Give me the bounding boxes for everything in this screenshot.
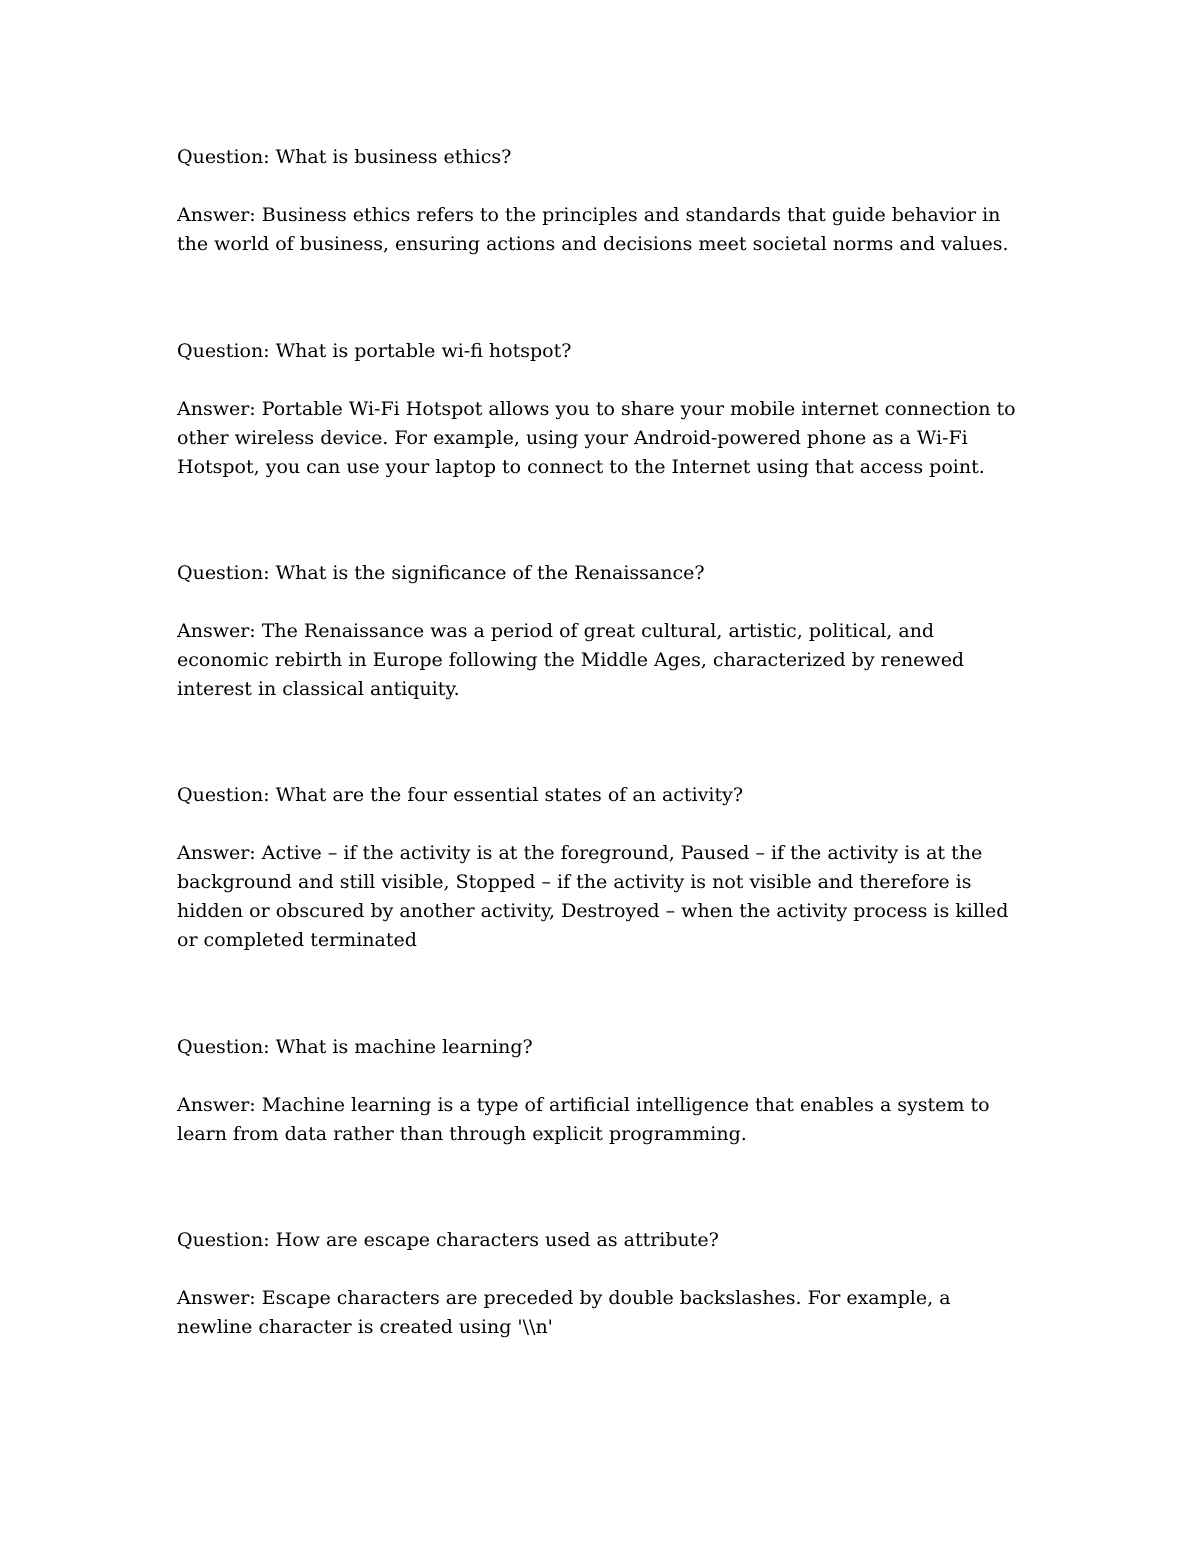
- question-text: Question: What are the four essential states of an activity?: [177, 784, 744, 806]
- question-text: Question: What is the significance of the Renaissance?: [177, 562, 705, 584]
- answer-text: Answer: Machine learning is a type of artificial intelligence that enables a system to learn from data rather than through explicit programming.: [177, 1094, 996, 1145]
- qa-item: [177, 337, 1027, 482]
- qa-item: [177, 559, 1027, 704]
- qa-item: [177, 781, 1027, 955]
- question-text: Question: What is machine learning?: [177, 1036, 533, 1058]
- question-text: Question: How are escape characters used as attribute?: [177, 1229, 719, 1251]
- qa-item: [177, 1033, 1027, 1149]
- qa-item: [177, 143, 1027, 259]
- question-text: Question: What is portable wi-fi hotspot?: [177, 340, 572, 362]
- question-text: Question: What is business ethics?: [177, 146, 512, 168]
- answer-text: Answer: Portable Wi-Fi Hotspot allows you to share your mobile internet connection to other wireless device. For example, using your Android-powered phone as a Wi-Fi Hotspot, you can use your laptop to connect to the Internet using that access point.: [177, 398, 1022, 478]
- answer-text: Answer: Escape characters are preceded by double backslashes. For example, a newline character is created using '\\n': [177, 1287, 957, 1338]
- answer-text: Answer: Active – if the activity is at the foreground, Paused – if the activity is at the background and still visible, Stopped – if the activity is not visible and therefore is hidden or obscured by another activity, Destroyed – when the activity process is killed or completed terminated: [177, 842, 1015, 951]
- qa-item: [177, 1226, 1027, 1342]
- answer-text: Answer: The Renaissance was a period of great cultural, artistic, political, and economic rebirth in Europe following the Middle Ages, characterized by renewed interest in classical antiquity.: [177, 620, 971, 700]
- answer-text: Answer: Business ethics refers to the principles and standards that guide behavior in the world of business, ensuring actions and decisions meet societal norms and values.: [177, 204, 1009, 255]
